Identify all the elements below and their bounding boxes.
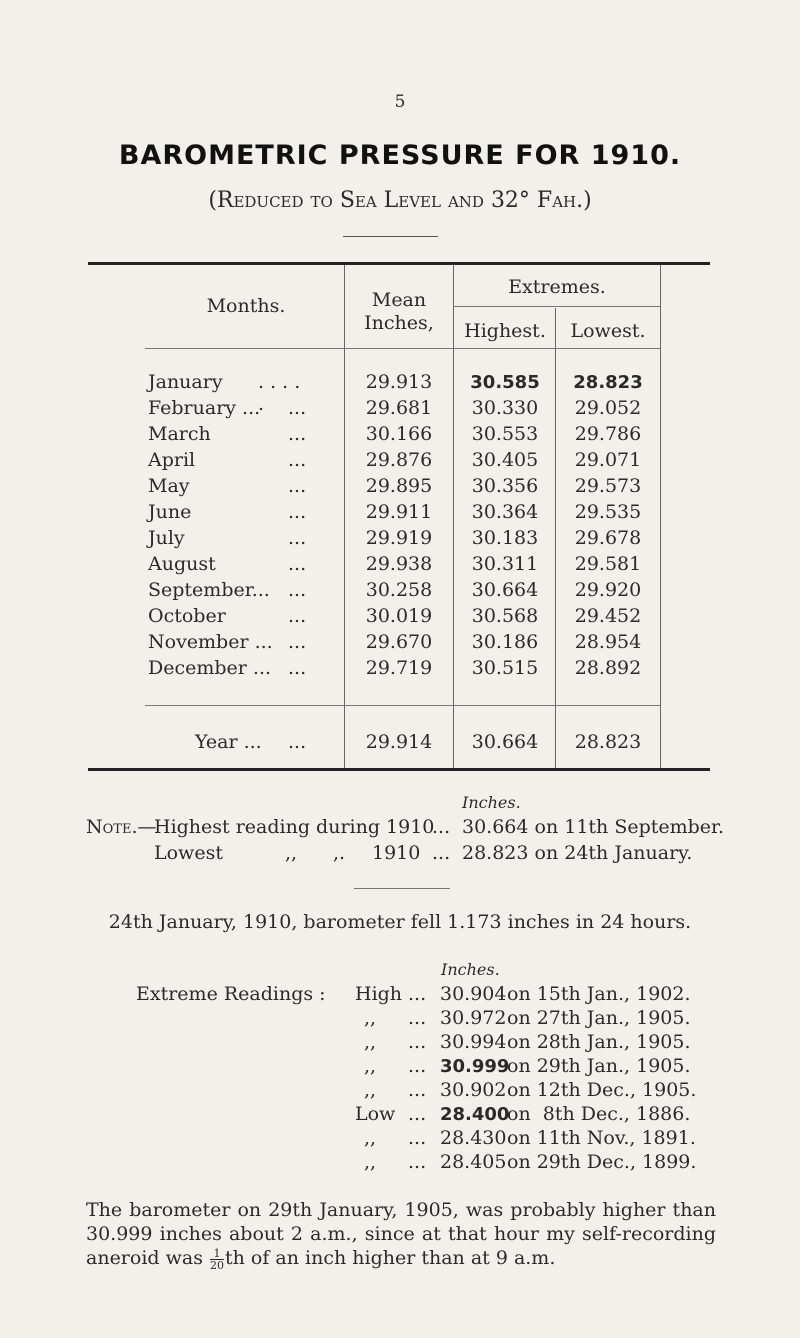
lowest-value: 29.573 bbox=[574, 475, 642, 497]
section-divider bbox=[354, 888, 450, 889]
lowest-value: 28.954 bbox=[574, 631, 642, 653]
leader-dots: ... bbox=[408, 1079, 427, 1101]
leader-dots: ... bbox=[432, 842, 451, 864]
reading-date: on 15th Jan., 1902. bbox=[507, 983, 691, 1005]
ditto-mark: ,, bbox=[364, 1007, 377, 1029]
leader-dots: . . . . . bbox=[258, 371, 301, 415]
ditto-mark: ,, bbox=[364, 1031, 377, 1053]
header-mean-units: Inches, bbox=[364, 312, 434, 334]
month-name: July bbox=[148, 527, 185, 549]
title-divider bbox=[343, 236, 438, 237]
year-highest-value: 30.664 bbox=[471, 731, 539, 753]
leader-dots: ... bbox=[288, 657, 307, 679]
mean-value: 29.938 bbox=[365, 553, 433, 575]
ditto-mark: ,, bbox=[364, 1079, 377, 1101]
header-bottom-rule bbox=[145, 348, 660, 349]
note-lowest-text: Lowest bbox=[154, 842, 223, 864]
lowest-value: 29.678 bbox=[574, 527, 642, 549]
header-months: Months. bbox=[206, 295, 286, 317]
lowest-value: 29.786 bbox=[574, 423, 642, 445]
note-label: Note.— bbox=[86, 816, 157, 838]
reading-date: on 29th Jan., 1905. bbox=[507, 1055, 691, 1077]
year-mean-value: 29.914 bbox=[365, 731, 433, 753]
leader-dots: ... bbox=[288, 423, 307, 445]
page-subtitle: (Reduced to Sea Level and 32° Fah.) bbox=[208, 188, 592, 213]
fraction bbox=[210, 1248, 224, 1271]
mean-value: 29.670 bbox=[365, 631, 433, 653]
mean-value: 29.719 bbox=[365, 657, 433, 679]
note-lowest-value: 28.823 on 24th January. bbox=[462, 842, 693, 864]
leader-dots: ... bbox=[288, 397, 307, 419]
lowest-value: 29.052 bbox=[574, 397, 642, 419]
mean-value: 30.258 bbox=[365, 579, 433, 601]
ditto-mark: ,, bbox=[285, 842, 298, 864]
ditto-mark: ,, bbox=[364, 1127, 377, 1149]
mean-value: 29.911 bbox=[365, 501, 433, 523]
reading-date: on 27th Jan., 1905. bbox=[507, 1007, 691, 1029]
leader-dots: ... bbox=[288, 553, 307, 575]
lowest-value: 29.581 bbox=[574, 553, 642, 575]
reading-date: on 29th Dec., 1899. bbox=[507, 1151, 697, 1173]
highest-value: 30.183 bbox=[471, 527, 539, 549]
reading-value: 30.994 bbox=[440, 1031, 507, 1053]
leader-dots: ... bbox=[408, 1031, 427, 1053]
month-name: May bbox=[148, 475, 190, 497]
leader-dots: ... bbox=[288, 579, 307, 601]
table-bottom-rule bbox=[88, 768, 710, 771]
leader-dots: ... bbox=[288, 605, 307, 627]
month-name: April bbox=[148, 449, 196, 471]
highest-value: 30.585 bbox=[470, 372, 540, 393]
ditto-mark: ,, bbox=[364, 1055, 377, 1077]
reading-date: on 28th Jan., 1905. bbox=[507, 1031, 691, 1053]
lowest-value: 29.535 bbox=[574, 501, 642, 523]
leader-dots: ... bbox=[288, 449, 307, 471]
header-subrule bbox=[454, 306, 660, 307]
note-highest-value: 30.664 on 11th September. bbox=[462, 816, 725, 838]
month-name: November ... bbox=[148, 631, 273, 653]
leader-dots: ... bbox=[408, 1151, 427, 1173]
leader-dots: ... bbox=[432, 816, 451, 838]
header-mean: Mean bbox=[371, 289, 427, 311]
mean-value: 29.895 bbox=[365, 475, 433, 497]
month-name: August bbox=[148, 553, 216, 575]
lowest-value: 28.823 bbox=[573, 372, 643, 393]
reading-value: 28.400 bbox=[440, 1104, 510, 1125]
mean-value: 29.681 bbox=[365, 397, 433, 419]
mean-value: 30.019 bbox=[365, 605, 433, 627]
fraction-numerator: 1 bbox=[210, 1248, 224, 1260]
highest-value: 30.515 bbox=[471, 657, 539, 679]
closing-text: The barometer on 29th January, 1905, was probably higher than 30.999 inches about 2 a.m., since at that hour my self-recording aneroid was bbox=[86, 1199, 716, 1269]
highest-value: 30.330 bbox=[471, 397, 539, 419]
leader-dots: ... bbox=[408, 1007, 427, 1029]
extremes-label: Extreme Readings : bbox=[136, 983, 326, 1005]
page-number: 5 bbox=[394, 92, 406, 112]
month-name: March bbox=[148, 423, 211, 445]
lowest-value: 29.071 bbox=[574, 449, 642, 471]
mean-value: 29.919 bbox=[365, 527, 433, 549]
note-units: Inches. bbox=[462, 793, 521, 812]
reading-date: on 8th Dec., 1886. bbox=[507, 1103, 691, 1125]
year-rule bbox=[145, 705, 660, 706]
reading-value: 28.430 bbox=[440, 1127, 507, 1149]
table-top-rule bbox=[88, 262, 710, 265]
header-highest: Highest. bbox=[464, 320, 546, 342]
column-divider bbox=[660, 265, 661, 768]
year-label: Year ... bbox=[195, 731, 262, 753]
reading-value: 28.405 bbox=[440, 1151, 507, 1173]
highest-value: 30.186 bbox=[471, 631, 539, 653]
month-name: June bbox=[148, 501, 192, 523]
leader-dots: ... bbox=[288, 527, 307, 549]
leader-dots: ... bbox=[288, 475, 307, 497]
closing-paragraph bbox=[86, 1198, 716, 1271]
reading-date: on 11th Nov., 1891. bbox=[507, 1127, 696, 1149]
month-name: September... bbox=[148, 579, 270, 601]
fraction-denominator: 20 bbox=[210, 1258, 224, 1272]
extremes-units: Inches. bbox=[441, 960, 500, 979]
reading-value: 30.999 bbox=[440, 1056, 510, 1077]
highest-value: 30.553 bbox=[471, 423, 539, 445]
lowest-value: 29.920 bbox=[574, 579, 642, 601]
ditto-mark: ,, bbox=[364, 1151, 377, 1173]
lowest-value: 29.452 bbox=[574, 605, 642, 627]
month-name: January bbox=[148, 371, 223, 393]
highest-value: 30.311 bbox=[471, 553, 539, 575]
leader-dots: ... bbox=[408, 1127, 427, 1149]
highest-value: 30.664 bbox=[471, 579, 539, 601]
lowest-value: 28.892 bbox=[574, 657, 642, 679]
leader-dots: ... bbox=[288, 631, 307, 653]
year-lowest-value: 28.823 bbox=[574, 731, 642, 753]
leader-dots: ... bbox=[408, 983, 427, 1005]
reading-kind: Low bbox=[355, 1103, 396, 1125]
highest-value: 30.405 bbox=[471, 449, 539, 471]
reading-value: 30.972 bbox=[440, 1007, 507, 1029]
note-lowest-year: 1910 bbox=[372, 842, 421, 864]
leader-dots: ... bbox=[288, 501, 307, 523]
month-name: February ... bbox=[148, 397, 261, 419]
mean-value: 29.913 bbox=[365, 371, 433, 393]
leader-dots: ... bbox=[288, 731, 307, 753]
leader-dots: ... bbox=[408, 1103, 427, 1125]
highest-value: 30.356 bbox=[471, 475, 539, 497]
closing-text-end: th of an inch higher than at 9 a.m. bbox=[225, 1247, 556, 1269]
leader-dots: ... bbox=[408, 1055, 427, 1077]
reading-value: 30.902 bbox=[440, 1079, 507, 1101]
month-name: October bbox=[148, 605, 226, 627]
page-title: BAROMETRIC PRESSURE FOR 1910. bbox=[118, 140, 682, 171]
reading-value: 30.904 bbox=[440, 983, 507, 1005]
reading-date: on 12th Dec., 1905. bbox=[507, 1079, 697, 1101]
mean-value: 29.876 bbox=[365, 449, 433, 471]
fall-statement: 24th January, 1910, barometer fell 1.173 inches in 24 hours. bbox=[108, 911, 692, 933]
month-name: December ... bbox=[148, 657, 272, 679]
ditto-mark: ,. bbox=[333, 842, 346, 864]
note-highest-text: Highest reading during 1910 bbox=[154, 816, 435, 838]
reading-kind: High bbox=[355, 983, 403, 1005]
header-lowest: Lowest. bbox=[570, 320, 646, 342]
highest-value: 30.364 bbox=[471, 501, 539, 523]
header-extremes: Extremes. bbox=[508, 276, 606, 298]
highest-value: 30.568 bbox=[471, 605, 539, 627]
mean-value: 30.166 bbox=[365, 423, 433, 445]
